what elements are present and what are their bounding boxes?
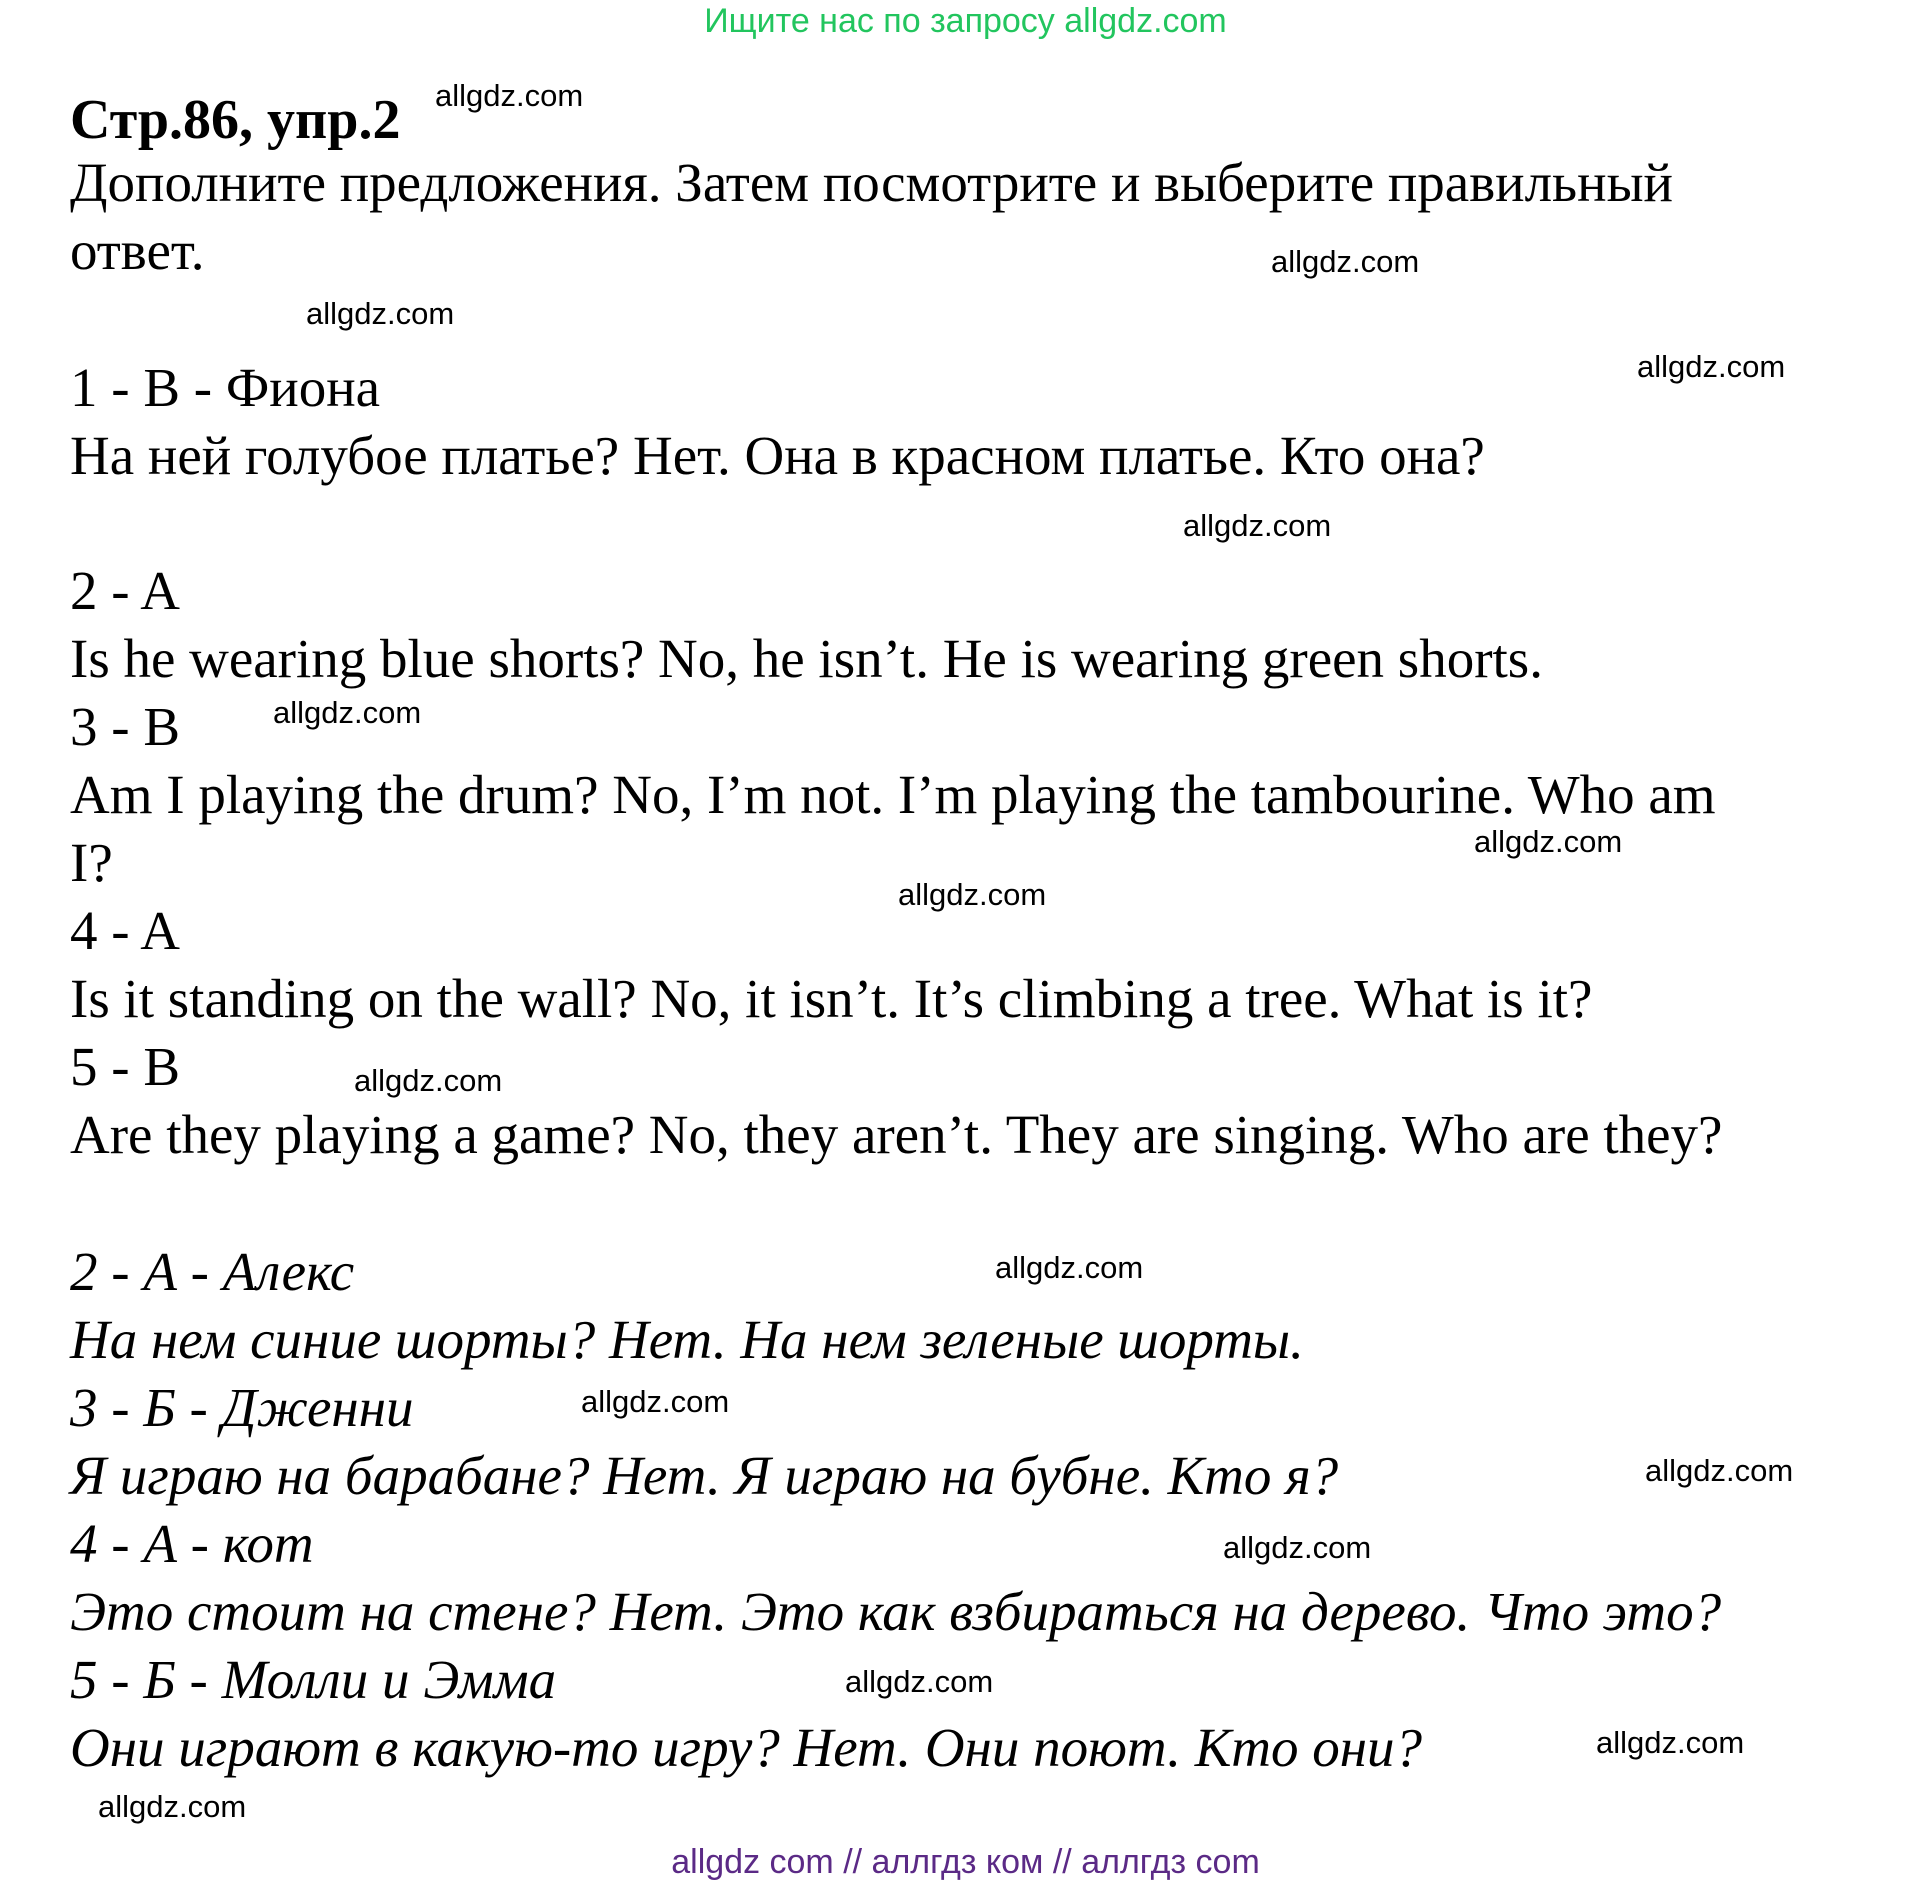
- watermark: allgdz.com: [1474, 824, 1623, 859]
- translation-text-2: На нем синие шорты? Нет. На нем зеленые шорты.: [70, 1309, 1304, 1370]
- translation-label-4: 4 - А - кот: [70, 1513, 314, 1574]
- translation-text-3: Я играю на барабане? Нет. Я играю на бубне. Кто я?: [70, 1445, 1339, 1506]
- instruction-line-1: Дополните предложения. Затем посмотрите и выберите правильный: [70, 152, 1673, 213]
- answer-text-5: Are they playing a game? No, they aren’t. They are singing. Who are they?: [70, 1104, 1723, 1165]
- answer-text-2: Is he wearing blue shorts? No, he isn’t. He is wearing green shorts.: [70, 628, 1543, 689]
- watermark: allgdz.com: [273, 695, 422, 730]
- footer-links: allgdz com // аллгдз ком // аллгдз com: [671, 1843, 1260, 1881]
- watermark: allgdz.com: [1637, 349, 1786, 384]
- watermark: allgdz.com: [1183, 508, 1332, 543]
- translation-text-5: Они играют в какую-то игру? Нет. Они поют. Кто они?: [70, 1717, 1423, 1778]
- answer-text-3: Am I playing the drum? No, I’m not. I’m playing the tambourine. Who am: [70, 764, 1716, 825]
- translation-label-3: 3 - Б - Дженни: [70, 1377, 414, 1438]
- watermark: allgdz.com: [581, 1384, 730, 1419]
- translation-label-2: 2 - А - Алекс: [70, 1241, 355, 1302]
- answer-text-3-cont: I?: [70, 832, 113, 893]
- translation-label-5: 5 - Б - Молли и Эмма: [70, 1649, 557, 1710]
- answer-label-1: 1 - В - Фиона: [70, 357, 381, 418]
- answer-text-4: Is it standing on the wall? No, it isn’t. It’s climbing a tree. What is it?: [70, 968, 1593, 1029]
- watermark: allgdz.com: [898, 877, 1047, 912]
- watermark: allgdz.com: [1271, 244, 1420, 279]
- translation-text-4: Это стоит на стене? Нет. Это как взбираться на дерево. Что это?: [70, 1581, 1722, 1642]
- watermark: allgdz.com: [98, 1789, 247, 1824]
- watermark: allgdz.com: [1596, 1725, 1745, 1760]
- watermark: allgdz.com: [435, 78, 584, 113]
- answer-label-2: 2 - A: [70, 560, 180, 621]
- page-title: Стр.86, упр.2: [70, 89, 401, 151]
- watermark: allgdz.com: [995, 1250, 1144, 1285]
- watermark: allgdz.com: [354, 1063, 503, 1098]
- instruction-line-2: ответ.: [70, 220, 205, 281]
- watermark: allgdz.com: [1223, 1530, 1372, 1565]
- answer-label-3: 3 - B: [70, 696, 180, 757]
- watermark: allgdz.com: [306, 296, 455, 331]
- answer-label-5: 5 - B: [70, 1036, 180, 1097]
- answer-label-4: 4 - A: [70, 900, 180, 961]
- watermark: allgdz.com: [1645, 1453, 1794, 1488]
- watermark: allgdz.com: [845, 1664, 994, 1699]
- top-banner: Ищите нас по запросу allgdz.com: [704, 2, 1227, 40]
- answer-text-1: На ней голубое платье? Нет. Она в красном платье. Кто она?: [70, 425, 1485, 486]
